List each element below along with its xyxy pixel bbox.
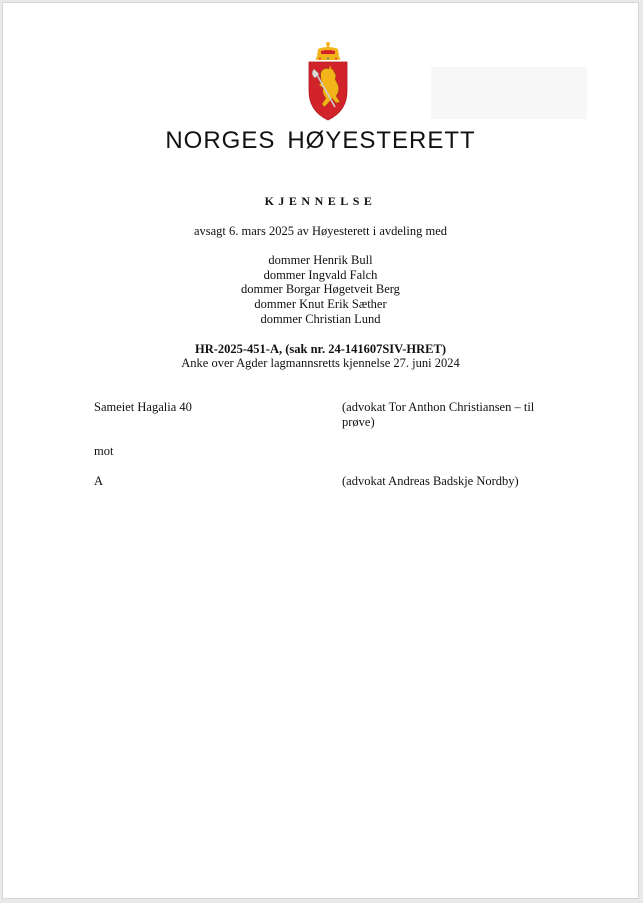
court-name — [3, 127, 638, 157]
respondent-name: A — [94, 474, 104, 488]
judges-list — [3, 253, 638, 327]
document-title: KJENNELSE — [264, 194, 377, 208]
respondent-counsel: (advokat Andreas Badskje Nordby) — [342, 474, 519, 488]
appeal-line: Anke over Agder lagmannsretts kjennelse 27. juni 2024 — [181, 356, 460, 370]
court-name-part-2: HØYESTERETT — [287, 127, 476, 154]
appellant-counsel: (advokat Tor Anthon Christiansen – til prøve) — [342, 400, 535, 429]
court-name-part-1: NORGES — [165, 127, 276, 154]
judge-line: dommer Knut Erik Sæther — [254, 297, 387, 312]
norwegian-coat-of-arms-icon — [305, 41, 351, 121]
judge-line: dommer Ingvald Falch — [263, 267, 378, 282]
versus-label: mot — [94, 444, 114, 458]
judge-line: dommer Henrik Bull — [268, 253, 373, 267]
given-by-line: avsagt 6. mars 2025 av Høyesterett i avdeling med — [193, 224, 448, 238]
judge-line: dommer Borgar Høgetveit Berg — [241, 282, 400, 297]
judge-line: dommer Christian Lund — [260, 311, 381, 326]
faded-stamp-area — [431, 67, 587, 119]
case-number: HR-2025-451-A, (sak nr. 24-141607SIV-HRET) — [194, 342, 447, 356]
appellant-name: Sameiet Hagalia 40 — [94, 400, 192, 414]
document-page — [2, 2, 639, 899]
